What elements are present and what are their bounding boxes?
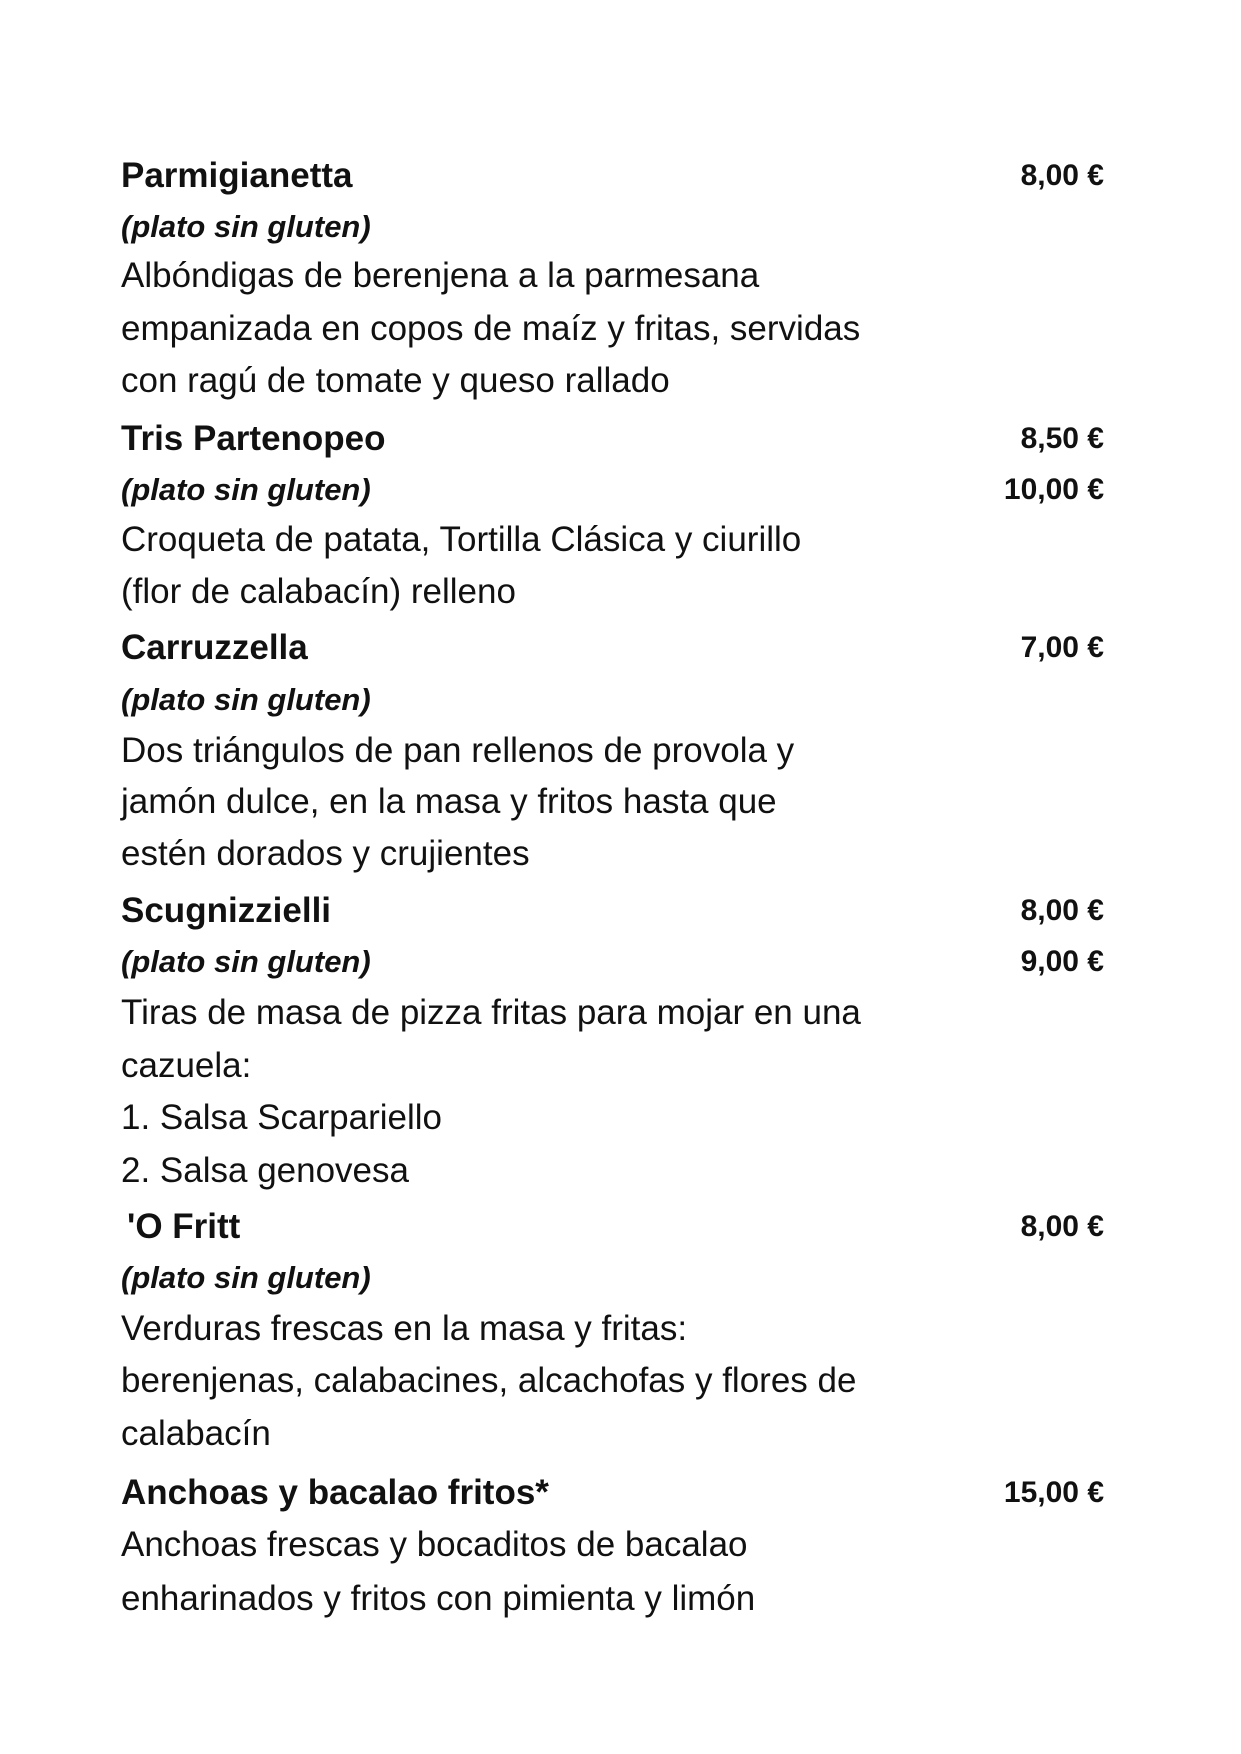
item-note: (plato sin gluten) [121,472,371,507]
item-description-line: Dos triángulos de pan rellenos de provola y [121,731,795,770]
item-description-line: estén dorados y crujientes [121,834,530,873]
item-description-line: enharinados y fritos con pimienta y limón [121,1579,756,1618]
item-title-anchoas-bacalao: Anchoas y bacalao fritos* [121,1473,549,1512]
item-description-line: (flor de calabacín) relleno [121,572,516,611]
item-price-secondary: 9,00 € [1020,945,1104,978]
item-note: (plato sin gluten) [121,209,371,244]
item-title-parmigianetta: Parmigianetta [121,156,353,195]
item-description-line: jamón dulce, en la masa y fritos hasta que [121,782,777,821]
item-price: 8,00 € [1020,159,1104,192]
item-description-line: 2. Salsa genovesa [121,1151,409,1190]
item-description-line: 1. Salsa Scarpariello [121,1098,442,1137]
item-price: 8,00 € [1020,894,1104,927]
item-title-o-fritt: 'O Fritt [127,1207,241,1246]
item-description-line: Verduras frescas en la masa y fritas: [121,1309,688,1348]
item-note: (plato sin gluten) [121,1260,371,1295]
item-description-line: berenjenas, calabacines, alcachofas y flores de [121,1361,857,1400]
item-price: 7,00 € [1020,631,1104,664]
item-price: 15,00 € [1003,1476,1104,1509]
item-description-line: cazuela: [121,1046,252,1085]
item-price: 8,00 € [1020,1210,1104,1243]
item-description-line: Tiras de masa de pizza fritas para mojar en una [121,993,861,1032]
item-description-line: Croqueta de patata, Tortilla Clásica y ciurillo [121,520,802,559]
item-note: (plato sin gluten) [121,682,371,717]
item-price: 8,50 € [1020,422,1104,455]
item-description-line: empanizada en copos de maíz y fritas, servidas [121,309,861,348]
item-note: (plato sin gluten) [121,944,371,979]
item-description-line: con ragú de tomate y queso rallado [121,361,670,400]
item-price-secondary: 10,00 € [1003,473,1104,506]
item-description-line: Anchoas frescas y bocaditos de bacalao [121,1525,748,1564]
item-title-carruzzella: Carruzzella [121,628,308,667]
item-description-line: calabacín [121,1414,271,1453]
item-description-line: Albóndigas de berenjena a la parmesana [121,256,760,295]
item-title-scugnizzielli: Scugnizzielli [121,891,332,930]
item-title-tris-partenopeo: Tris Partenopeo [121,419,386,458]
